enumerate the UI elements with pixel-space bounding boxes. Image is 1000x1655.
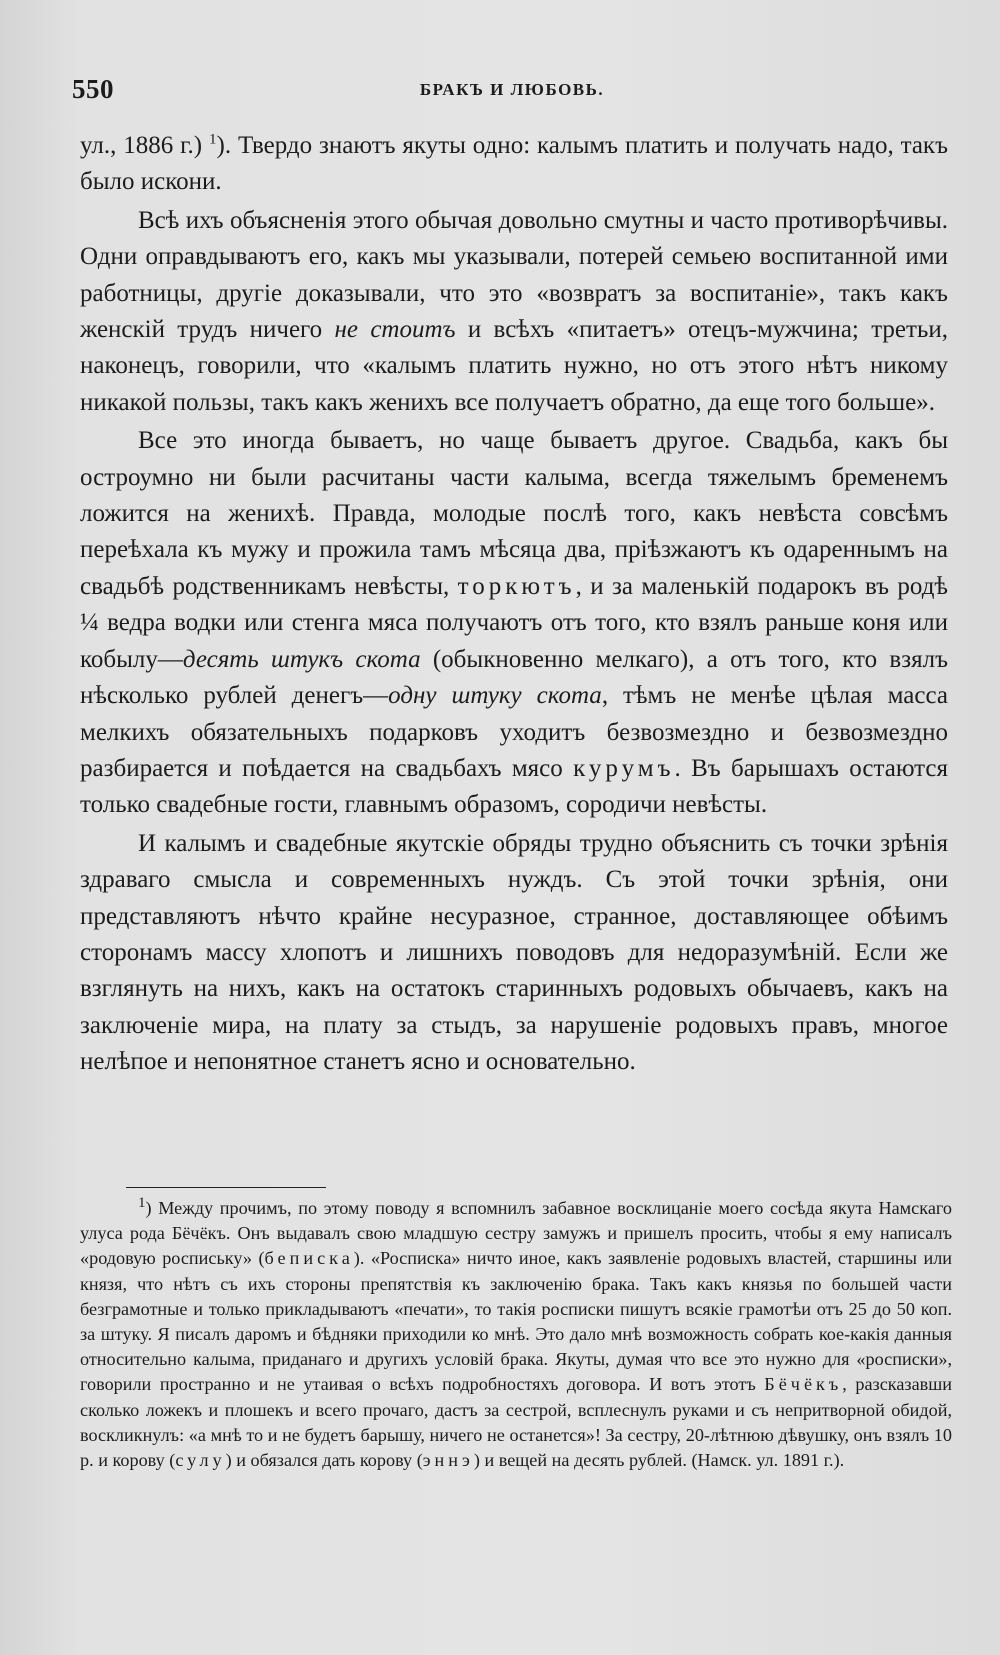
paragraph-3-spaced-term-1: торкютъ bbox=[457, 572, 576, 600]
page-number: 550 bbox=[72, 74, 114, 104]
paragraph-2-emphasis: не стоитъ bbox=[334, 316, 456, 344]
footnote-text-c: , разсказавши сколько ложекъ и плошекъ и всего прочаго, дастъ за сестрой, всплеснулъ руками и съ непритворной обидой, воскликнулъ: «а мнѣ то и не будетъ барышу, ничего не останется»! За сестру, 20-лѣтнюю дѣвушку, онъ взялъ 10 р. и корову ( bbox=[80, 1374, 952, 1471]
footnote-spaced-term-4: эннэ bbox=[422, 1450, 474, 1471]
footnote-spaced-term-2: Бёчёкъ bbox=[764, 1374, 843, 1395]
paragraph-3-text-f: . Въ барышахъ остаются только свадебные гости, главнымъ образомъ, сородичи невѣсты. bbox=[80, 754, 948, 819]
footnote-spaced-term-3: сулу bbox=[175, 1450, 226, 1471]
paragraph-1-text-a: ул., 1886 г.) bbox=[80, 132, 210, 159]
footnote-text-a: ) Между прочимъ, по этому поводу я вспомнилъ забавное восклицаніе моего сосѣда якута Намскаго улуса рода Бёчёкъ. Онъ выдавалъ свою младшую сестру замужъ и пришелъ просить, чтобы я ему написалъ «родовую роспиську» ( bbox=[80, 1198, 952, 1269]
paragraph-3-text-a: Все это иногда бываетъ, но чаще бываетъ другое. Свадьба, какъ бы остроумно ни были расчитаны части калыма, всегда тяжелымъ бременемъ ложится на женихѣ. Правда, молодые послѣ того, какъ невѣста совсѣмъ переѣхала къ мужу и прожила тамъ мѣсяца два, пріѣзжаютъ къ одареннымъ на свадьбѣ родственникамъ невѣсты, bbox=[80, 427, 948, 600]
footnote-spaced-term-1: беписка bbox=[264, 1248, 354, 1269]
paragraph-2-text-b: и всѣхъ «питаетъ» отецъ-мужчина; третьи, наконецъ, говорили, что «калымъ платить нужно, но отъ этого нѣтъ никому никакой пользы, такъ какъ женихъ все получаетъ обратно, да еще того больше». bbox=[80, 316, 948, 416]
paragraph-4: И калымъ и свадебные якутскіе обряды трудно объяснить съ точки зрѣнія здраваго смысла и современныхъ нуждъ. Съ этой точки зрѣнія, они представляютъ нѣчто крайне несуразное, странное, доставляющее обѣимъ сторонамъ массу хлопотъ и лишнихъ поводовъ для недоразумѣній. Если же взглянуть на нихъ, какъ на остатокъ старинныхъ родовыхъ обычаевъ, какъ на заключеніе мира, на плату за стыдъ, за нарушеніе родовыхъ правъ, многое нелѣпое и непонятное станетъ ясно и основательно. bbox=[80, 829, 948, 1076]
paragraph-3-text-c: ведра водки или стенга мяса получаютъ отъ того, кто взялъ раньше коня или кобылу— bbox=[80, 609, 948, 673]
paragraph-2-text-a: Всѣ ихъ объясненія этого обычая довольно смутны и часто противорѣчивы. Одни оправдываютъ его, какъ мы указывали, потерей семьею воспитанной ими работницы, другіе доказывали, что это «возвратъ за воспитаніе», такъ какъ женскій трудъ ничего bbox=[80, 206, 948, 344]
footnote-text-e: ) и вещей на десять рублей. (Намск. ул. 1891 г.). bbox=[473, 1450, 845, 1471]
paragraph-3-text-e: , тѣмъ не менѣе цѣлая масса мелкихъ обязательныхъ подарковъ уходитъ безвозмездно и безвозмездно разбирается и поѣдается на свадьбахъ мясо bbox=[80, 682, 948, 782]
footnote-text-d: ) и обязался дать корову ( bbox=[225, 1450, 423, 1471]
footnote bbox=[80, 1196, 952, 1473]
footnote-paragraph bbox=[80, 1196, 952, 1473]
paragraph-3-fraction: ¼ bbox=[80, 609, 99, 637]
paragraph-3-emphasis-1: десять штукъ скота bbox=[182, 645, 421, 673]
paragraph-3 bbox=[80, 423, 948, 823]
paragraph-3-spaced-term-2: курумъ bbox=[573, 754, 675, 782]
footnote-divider bbox=[126, 1187, 326, 1188]
paragraph-3-text-b: , и за маленькій подарокъ въ родѣ bbox=[575, 572, 949, 600]
main-text bbox=[80, 128, 948, 1081]
footnote-marker: 1 bbox=[138, 1194, 146, 1211]
paragraph-2 bbox=[80, 203, 948, 421]
footnote-text-b: ). «Росписка» ничто иное, какъ заявленіе родовыхъ властей, старшины или князя, что нѣтъ съ ихъ стороны препятствія къ заключенію брака. Такъ какъ князья по большей части безграмотные и только прикладываютъ «печати», то такія росписки пишутъ всякіе грамотѣи отъ 25 до 50 коп. за штуку. Я писалъ даромъ и бѣдняки приходили ко мнѣ. Это дало мнѣ возможность собрать кое-какія данныя относительно калыма, приданаго и другихъ условій брака. Якуты, думая что все это нужно для «росписки», говорили пространно и не утаивая о всѣхъ подробностяхъ договора. И вотъ этотъ bbox=[80, 1248, 953, 1395]
paragraph-1 bbox=[80, 128, 948, 201]
paragraph-1-text-b: ). Твердо знаютъ якуты одно: калымъ платить и получать надо, такъ было искони. bbox=[80, 132, 948, 196]
running-head bbox=[72, 74, 952, 114]
footnote-reference: 1 bbox=[209, 131, 217, 148]
page-title: БРАКЪ И ЛЮБОВЬ. bbox=[419, 80, 605, 99]
paragraph-3-emphasis-2: одну штуку скота bbox=[388, 682, 602, 710]
paragraph-3-text-d: (обыкновенно мелкаго), а отъ того, кто взялъ нѣсколько рублей денегъ— bbox=[80, 645, 948, 710]
